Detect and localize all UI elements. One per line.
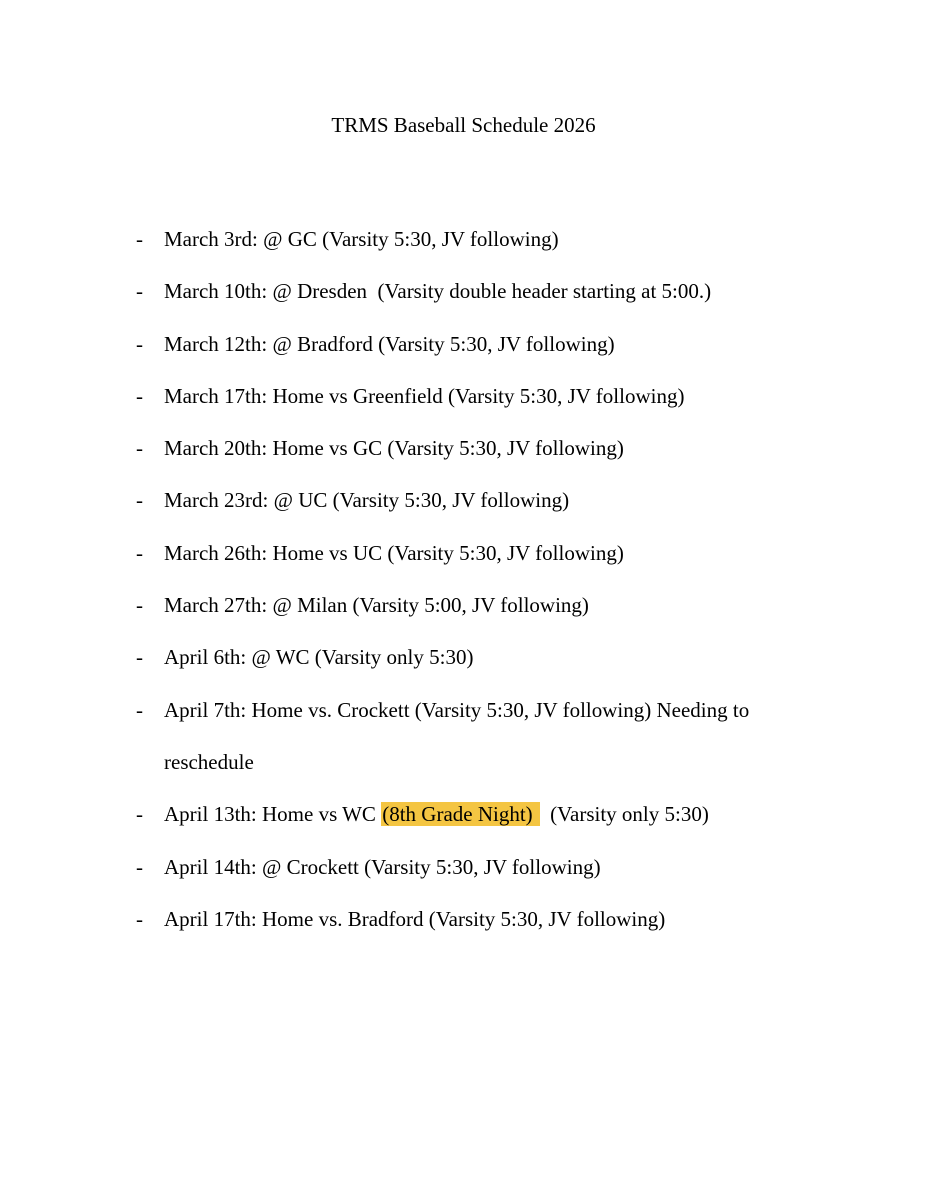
item-text: April 17th: Home vs. Bradford (Varsity 5:30, JV following)	[164, 906, 666, 931]
item-text: March 17th: Home vs Greenfield (Varsity 5:30, JV following)	[164, 383, 685, 408]
item-text: March 27th: @ Milan (Varsity 5:00, JV following)	[164, 593, 589, 618]
list-item	[0, 318, 927, 370]
list-item	[0, 788, 927, 840]
list-item	[0, 893, 927, 945]
list-item	[0, 527, 927, 579]
bullet-dash: -	[136, 854, 143, 879]
bullet-dash: -	[136, 802, 143, 827]
schedule-list	[0, 213, 927, 945]
highlighted-text: (8th Grade Night)	[381, 802, 539, 826]
page-title: TRMS Baseball Schedule 2026	[331, 113, 596, 137]
list-item	[0, 422, 927, 474]
bullet-dash: -	[136, 227, 143, 251]
item-text: April 14th: @ Crockett (Varsity 5:30, JV following)	[164, 854, 601, 879]
item-text: March 10th: @ Dresden (Varsity double header starting at 5:00.)	[164, 279, 712, 304]
bullet-dash: -	[136, 645, 143, 670]
item-text-line-2: reschedule	[164, 749, 254, 774]
item-text: March 20th: Home vs GC (Varsity 5:30, JV following)	[164, 436, 624, 461]
list-item	[0, 841, 927, 893]
list-item	[0, 631, 927, 683]
item-text-after: (Varsity only 5:30)	[539, 802, 709, 827]
item-text: March 12th: @ Bradford (Varsity 5:30, JV following)	[164, 331, 615, 356]
list-item	[0, 213, 927, 265]
list-item	[0, 579, 927, 631]
bullet-dash: -	[136, 436, 143, 461]
list-item	[0, 474, 927, 526]
bullet-dash: -	[136, 697, 143, 722]
bullet-dash: -	[136, 540, 143, 565]
item-text: March 26th: Home vs UC (Varsity 5:30, JV following)	[164, 540, 624, 565]
list-item	[0, 684, 927, 789]
item-text-line-1: April 7th: Home vs. Crockett (Varsity 5:30, JV following) Needing to	[164, 697, 750, 722]
item-text: April 6th: @ WC (Varsity only 5:30)	[164, 645, 474, 670]
item-text-before: April 13th: Home vs WC	[164, 802, 382, 827]
bullet-dash: -	[136, 331, 143, 356]
bullet-dash: -	[136, 593, 143, 618]
bullet-dash: -	[136, 383, 143, 408]
item-text: March 3rd: @ GC (Varsity 5:30, JV following)	[164, 227, 559, 251]
bullet-dash: -	[136, 488, 143, 513]
item-text: March 23rd: @ UC (Varsity 5:30, JV following)	[164, 488, 570, 513]
list-item	[0, 265, 927, 317]
bullet-dash: -	[136, 279, 143, 304]
list-item	[0, 370, 927, 422]
bullet-dash: -	[136, 906, 143, 931]
